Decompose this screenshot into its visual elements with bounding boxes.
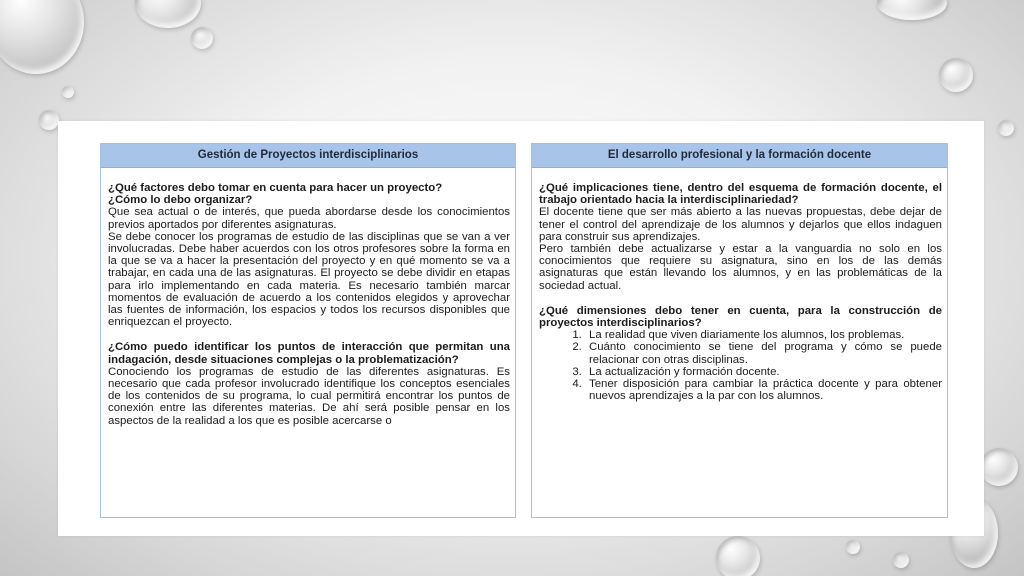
question: ¿Qué implicaciones tiene, dentro del esquema de formación docente, el trabajo orientado hacia la interdisciplinariedad? [539, 182, 942, 207]
water-drop-decoration [893, 552, 909, 568]
water-drop-decoration [846, 540, 860, 554]
water-drop-decoration [939, 58, 973, 92]
water-drop-decoration [191, 27, 213, 49]
paragraph: Se debe conocer los programas de estudio de las disciplinas que se van a ver involucradas. Debe haber acuerdos con los otros profesores sobre la forma en la que se va a hacer la presentación del proyecto y en qué momento se va a trabajar, en cada una de las asignaturas. El proyecto se debe dividir en etapas para irlo implementando en cada materia. Es necesario también marcar momentos de evaluación de acuerdo a los contenidos elegidos y aprovechar las fuentes de información, los espacios y todos los recursos disponibles que enriquezcan el proyecto. [108, 230, 510, 329]
paragraph: Pero también debe actualizarse y estar a la vanguardia no solo en los conocimientos que requiere su asignatura, sino en los de las demás asignaturas que están llevando los alumnos, y en las problemáticas de la sociedad actual. [539, 243, 942, 292]
water-drop-decoration [877, 0, 947, 20]
water-drop-decoration [62, 86, 74, 98]
dimensions-list [539, 329, 942, 402]
list-item: 3. La actualización y formación docente. [585, 366, 942, 378]
water-drop-decoration [39, 110, 59, 130]
question: ¿Cómo lo debo organizar? [108, 194, 253, 207]
list-item: 4. Tener disposición para cambiar la práctica docente y para obtener nuevos aprendizajes a la par con los alumnos. [585, 378, 942, 402]
right-column-header: El desarrollo profesional y la formación docente [532, 144, 947, 168]
water-drop-decoration [980, 448, 1018, 486]
list-item: 1. La realidad que viven diariamente los alumnos, los problemas. [585, 329, 942, 341]
right-column-body [532, 168, 947, 402]
water-drop-decoration [998, 120, 1014, 136]
water-drop-decoration [135, 0, 201, 28]
question: ¿Qué dimensiones debo tener en cuenta, para la construcción de proyectos interdisciplinarios? [539, 304, 942, 330]
question: ¿Cómo puedo identificar los puntos de interacción que permitan una indagación, desde situaciones complejas o la problematización? [108, 341, 510, 366]
paragraph: El docente tiene que ser más abierto a las nuevas propuestas, debe dejar de tener el control del aprendizaje de los alumnos y dejarlos que ellos indaguen para construir sus aprendizajes. [539, 206, 942, 243]
right-column [531, 143, 948, 518]
document-panel [58, 121, 984, 536]
question: ¿Qué factores debo tomar en cuenta para hacer un proyecto? [108, 182, 443, 194]
paragraph: Que sea actual o de interés, que pueda abordarse desde los conocimientos previos aportados por diferentes asignaturas. [108, 206, 510, 231]
left-column-body [101, 168, 515, 427]
list-item: 2. Cuánto conocimiento se tiene del programa y cómo se puede relacionar con otras disciplinas. [585, 341, 942, 365]
left-column [100, 143, 516, 518]
water-drop-decoration [716, 536, 760, 576]
water-drop-decoration [0, 0, 84, 74]
left-column-header: Gestión de Proyectos interdisciplinarios [101, 144, 515, 168]
paragraph: Conociendo los programas de estudio de las diferentes asignaturas. Es necesario que cada profesor involucrado identifique los conceptos esenciales de los contenidos de su programa, lo cual permitirá encontrar los puntos de conexión entre las diferentes materias. De ahí será posible pensar en los aspectos de la realidad a los que es posible acercarse o [108, 365, 510, 427]
